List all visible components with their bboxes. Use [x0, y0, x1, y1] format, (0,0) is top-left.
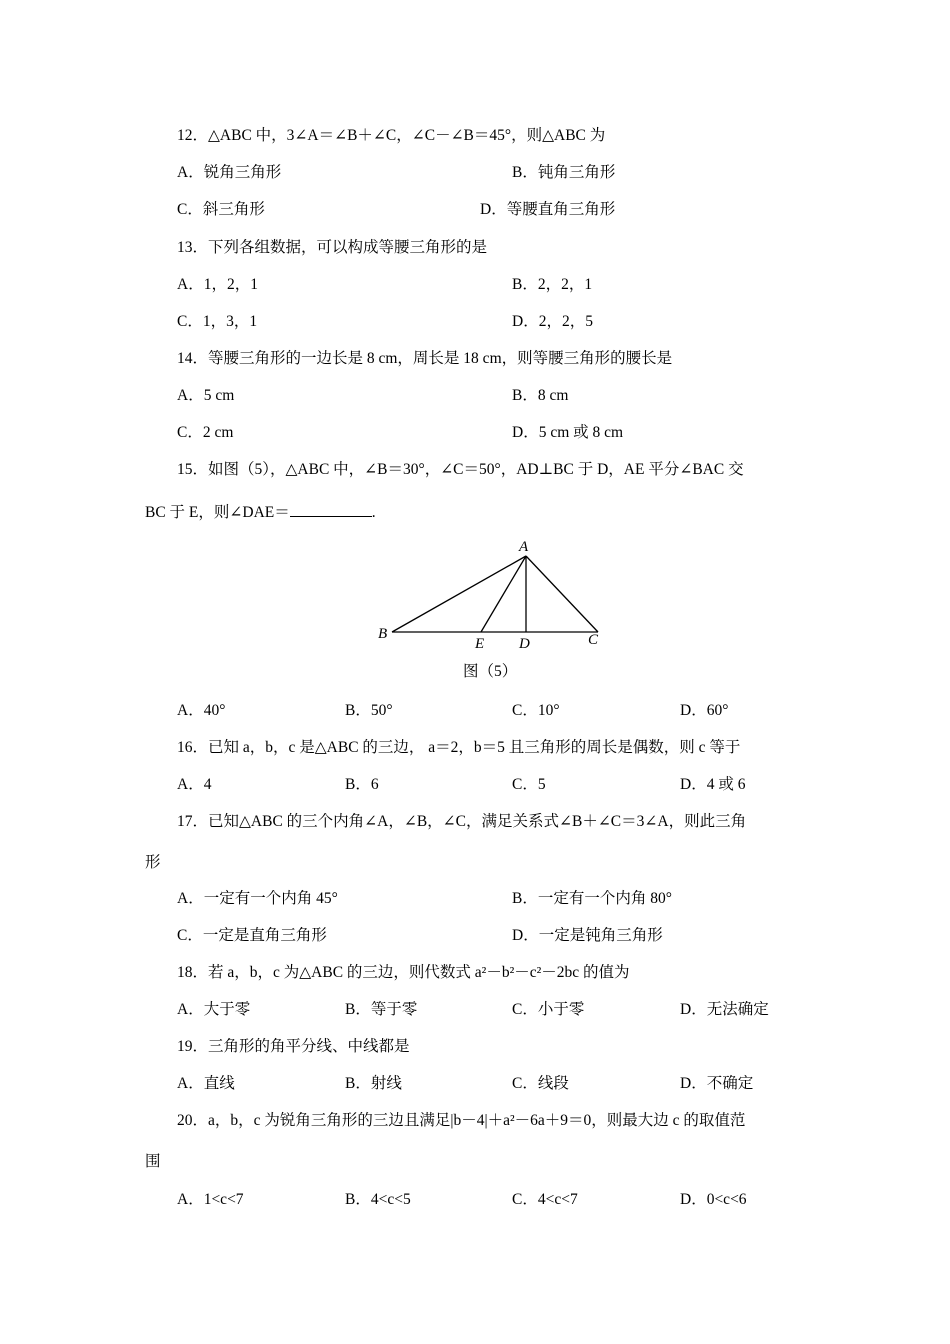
q15-option-d[interactable]: D．60° — [680, 702, 729, 719]
q18-option-b[interactable]: B．等于零 — [345, 1001, 418, 1018]
q18-option-a[interactable]: A．大于零 — [177, 1001, 251, 1018]
q19-option-c[interactable]: C．线段 — [512, 1075, 569, 1092]
q12-option-d[interactable]: D．等腰直角三角形 — [480, 201, 616, 218]
q16-option-a[interactable]: A．4 — [177, 776, 212, 793]
answer-blank[interactable] — [290, 501, 372, 517]
q16-option-b[interactable]: B．6 — [345, 776, 379, 793]
question-20-stem-continued: 围 — [145, 1153, 161, 1170]
q15-option-b[interactable]: B．50° — [345, 702, 393, 719]
question-19-stem: 19．三角形的角平分线、中线都是 — [177, 1038, 410, 1055]
question-13-stem: 13．下列各组数据，可以构成等腰三角形的是 — [177, 239, 488, 256]
label-c: C — [588, 632, 599, 648]
q12-option-a[interactable]: A．锐角三角形 — [177, 164, 282, 181]
q19-option-d[interactable]: D．不确定 — [680, 1075, 754, 1092]
segment-ae — [481, 556, 526, 632]
q16-option-c[interactable]: C．5 — [512, 776, 546, 793]
question-14-stem: 14．等腰三角形的一边长是 8 cm，周长是 18 cm，则等腰三角形的腰长是 — [177, 350, 673, 367]
q14-option-c[interactable]: C．2 cm — [177, 424, 234, 441]
question-17-stem-continued: 形 — [145, 854, 161, 871]
q14-option-b[interactable]: B．8 cm — [512, 387, 569, 404]
q19-option-a[interactable]: A．直线 — [177, 1075, 235, 1092]
segment-ac — [526, 556, 598, 632]
triangle-figure — [370, 535, 610, 655]
q20-option-d[interactable]: D．0<c<6 — [680, 1191, 747, 1208]
question-17-stem: 17．已知△ABC 的三个内角∠A，∠B，∠C，满足关系式∠B＋∠C＝3∠A，则此三角 — [177, 813, 747, 830]
question-18-stem: 18．若 a，b，c 为△ABC 的三边，则代数式 a²－b²－c²－2bc 的值为 — [177, 964, 630, 981]
q20-option-b[interactable]: B．4<c<5 — [345, 1191, 411, 1208]
figure-caption: 图（5） — [463, 663, 518, 680]
q15-stem-end: . — [371, 504, 376, 521]
label-e: E — [475, 636, 485, 652]
q17-option-b[interactable]: B．一定有一个内角 80° — [512, 890, 672, 907]
q13-option-d[interactable]: D．2，2，5 — [512, 313, 593, 330]
q13-option-a[interactable]: A．1，2，1 — [177, 276, 258, 293]
question-12-stem: 12．△ABC 中，3∠A＝∠B＋∠C，∠C－∠B＝45°，则△ABC 为 — [177, 127, 606, 144]
q14-option-d[interactable]: D．5 cm 或 8 cm — [512, 424, 624, 441]
q17-option-c[interactable]: C．一定是直角三角形 — [177, 927, 327, 944]
q20-option-c[interactable]: C．4<c<7 — [512, 1191, 578, 1208]
q14-option-a[interactable]: A．5 cm — [177, 387, 235, 404]
question-20-stem: 20．a，b，c 为锐角三角形的三边且满足|b－4|＋a²－6a＋9＝0，则最大边 c 的取值范 — [177, 1112, 746, 1129]
q18-option-d[interactable]: D．无法确定 — [680, 1001, 769, 1018]
q13-option-b[interactable]: B．2，2，1 — [512, 276, 593, 293]
question-16-stem: 16．已知 a，b，c 是△ABC 的三边， a＝2，b＝5 且三角形的周长是偶数，则 c 等于 — [177, 739, 741, 756]
q18-option-c[interactable]: C．小于零 — [512, 1001, 585, 1018]
q15-option-c[interactable]: C．10° — [512, 702, 560, 719]
q15-option-a[interactable]: A．40° — [177, 702, 226, 719]
label-d: D — [519, 636, 530, 652]
label-a: A — [519, 539, 529, 555]
q16-option-d[interactable]: D．4 或 6 — [680, 776, 746, 793]
q13-option-c[interactable]: C．1，3，1 — [177, 313, 258, 330]
label-b: B — [378, 626, 388, 642]
q17-option-d[interactable]: D．一定是钝角三角形 — [512, 927, 663, 944]
q20-option-a[interactable]: A．1<c<7 — [177, 1191, 244, 1208]
q12-option-b[interactable]: B．钝角三角形 — [512, 164, 616, 181]
question-15-stem-continued — [145, 501, 376, 523]
q17-option-a[interactable]: A．一定有一个内角 45° — [177, 890, 338, 907]
q19-option-b[interactable]: B．射线 — [345, 1075, 402, 1092]
question-15-stem: 15．如图（5），△ABC 中，∠B＝30°，∠C＝50°，AD⊥BC 于 D，AE 平分∠BAC 交 — [177, 461, 744, 478]
q12-option-c[interactable]: C．斜三角形 — [177, 201, 265, 218]
segment-ab — [392, 556, 526, 632]
q15-stem-text: BC 于 E，则∠DAE＝ — [145, 504, 290, 521]
